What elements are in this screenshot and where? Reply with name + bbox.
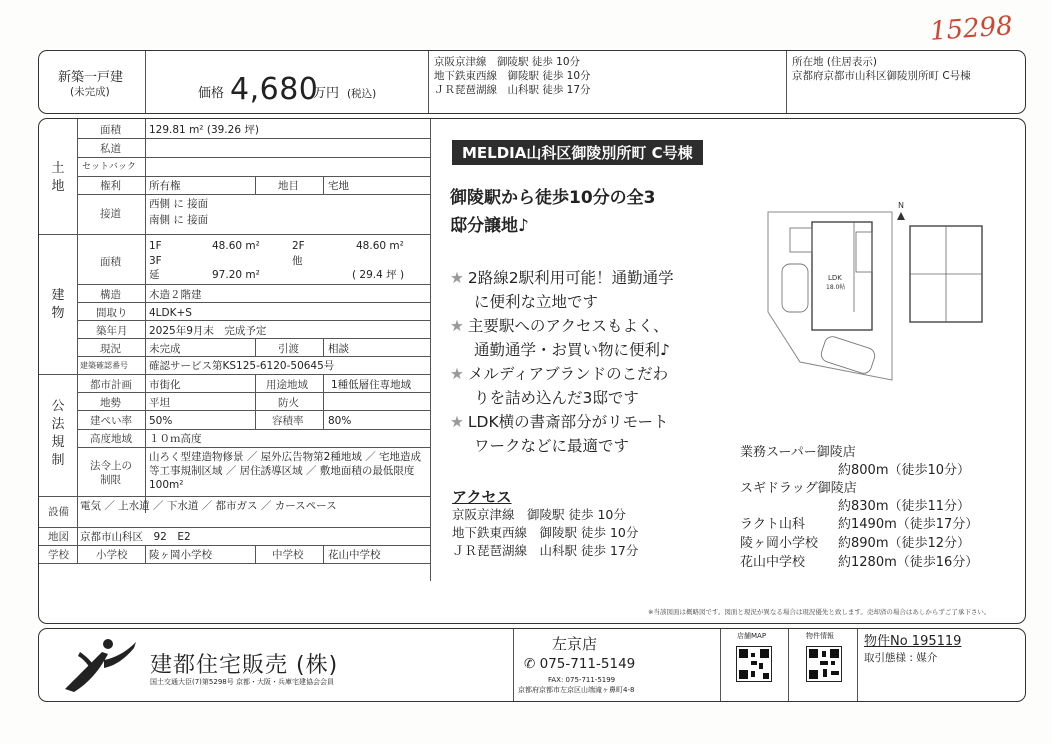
star-icon: ★ — [450, 269, 464, 287]
other-law-line-3: 100m² — [149, 479, 184, 491]
facility-label: 設備 — [48, 506, 69, 518]
access-line: ＪＲ琵琶湖線 山科駅 徒歩 17分 — [452, 543, 639, 558]
road-south: 南側 に 接面 — [149, 214, 209, 226]
handover-value: 相談 — [328, 343, 349, 355]
category-law: 公法規制 — [51, 399, 65, 468]
terrain-label: 地勢 — [100, 397, 121, 409]
zone-value: 1種低層住専地域 — [331, 379, 412, 391]
property-title: MELDIA山科区御陵別所町 C号棟 — [452, 140, 703, 165]
category-building: 建物 — [51, 288, 65, 321]
zone-label: 用途地域 — [266, 379, 308, 391]
feature-line: りを詰め込んだ3邸です — [474, 389, 639, 407]
property-number: 物件No 195119 — [864, 634, 962, 649]
road-label: 接道 — [100, 208, 121, 220]
price-tax: (税込) — [347, 88, 377, 100]
price-label: 価格 — [198, 86, 225, 101]
branch-fax: FAX: 075-711-5199 — [548, 676, 616, 684]
handover-label: 引渡 — [278, 343, 299, 355]
setback-label: セットバック — [82, 162, 136, 172]
layout-label: 間取り — [96, 307, 128, 319]
header-station-3: ＪＲ琵琶湖線 山科駅 徒歩 17分 — [434, 84, 591, 96]
svg-text:N: N — [898, 201, 904, 210]
map-value: 京都市山科区 92 E2 — [80, 531, 191, 543]
access-title: アクセス — [452, 488, 512, 506]
school-label: 学校 — [48, 549, 69, 561]
access-line: 京阪京津線 御陵駅 徒歩 10分 — [452, 507, 626, 522]
property-info-qr-icon[interactable] — [806, 646, 842, 682]
property-status: (未完成) — [70, 86, 110, 98]
cityplan-label: 都市計画 — [90, 379, 132, 391]
other-law-label-1: 法令上の — [90, 460, 132, 472]
nearby-name: ラクト山科 — [740, 517, 806, 532]
structure-value: 木造２階建 — [149, 289, 202, 301]
cert-value: 確認サービス第KS125-6120-50645号 — [149, 360, 335, 372]
other-law-line-1: 山ろく型建造物修景 ／ 屋外広告物第2種地域 ／ 宅地造成 — [149, 451, 422, 463]
built-label: 築年月 — [96, 325, 128, 337]
feature-line: 通勤通学・お買い物に便利♪ — [474, 341, 670, 359]
nearby-name: 業務スーパー御陵店 — [740, 445, 856, 460]
elem-label: 小学校 — [96, 549, 128, 561]
property-type: 新築一戸建 — [58, 70, 124, 85]
status-value: 未完成 — [149, 343, 181, 355]
nearby-name: 花山中学校 — [740, 555, 806, 570]
elem-value: 陵ヶ岡小学校 — [149, 549, 212, 561]
catch-line-2: 邸分譲地♪ — [450, 216, 529, 236]
location-value: 京都府京都市山科区御陵別所町 C号棟 — [792, 70, 971, 82]
map-label: 地図 — [48, 531, 69, 543]
rights-value: 所有権 — [149, 180, 181, 192]
chimoku-value: 宅地 — [328, 180, 349, 192]
chimoku-label: 地目 — [278, 180, 299, 192]
building-area-label: 面積 — [100, 256, 121, 268]
company-license: 国土交通大臣(7)第5298号 京都・大阪・兵庫宅建協会会員 — [150, 678, 334, 686]
bcr-label: 建ぺい率 — [90, 415, 132, 427]
cert-label: 建築確認番号 — [80, 361, 128, 370]
private-road-label: 私道 — [100, 143, 121, 155]
layout-value: 4LDK+S — [149, 307, 192, 319]
feature-line: メルディアブランドのこだわ — [467, 365, 669, 383]
qr-store-label: 店舗MAP — [737, 632, 767, 640]
nearby-name: 陵ヶ岡小学校 — [740, 536, 819, 551]
handwritten-number: 15298 — [929, 11, 1014, 47]
feature-line: ワークなどに最適です — [474, 437, 630, 455]
other-label: 他 — [292, 255, 303, 267]
junior-value: 花山中学校 — [328, 549, 381, 561]
other-law-line-2: 等工事規制区域 ／ 居住誘導区域 ／ 敷地面積の最低限度 — [149, 465, 415, 477]
bcr-value: 50% — [149, 415, 173, 427]
other-law-label-2: 制限 — [100, 474, 121, 486]
company-name: 建都住宅販売 (株) — [150, 653, 339, 678]
floor3-label: 3F — [149, 255, 162, 267]
price-value: 4,680 — [230, 72, 319, 107]
floor1-label: 1F — [149, 240, 162, 252]
floor2-value: 48.60 m² — [356, 240, 404, 252]
location-label: 所在地 (住居表示) — [792, 56, 878, 68]
category-land: 土地 — [51, 161, 65, 194]
branch-address: 京都府京都市左京区山端滝ヶ鼻町4-8 — [518, 686, 635, 694]
svg-text:18.0帖: 18.0帖 — [826, 284, 846, 291]
far-value: 80% — [328, 415, 352, 427]
nearby-distance: 約1490m（徒歩17分） — [838, 517, 979, 532]
feature-line: に便利な立地です — [474, 293, 599, 311]
nearby-distance: 約890m（徒歩12分） — [838, 536, 971, 551]
header-station-1: 京阪京津線 御陵駅 徒歩 10分 — [434, 56, 581, 68]
status-label: 現況 — [100, 343, 121, 355]
fire-label: 防火 — [278, 397, 299, 409]
svg-text:LDK: LDK — [828, 274, 842, 282]
feature-line: 2路線2駅利用可能！通勤通学 — [467, 269, 674, 287]
phone-icon: ✆ — [524, 656, 536, 672]
trade-mode: 取引態様 : 媒介 — [864, 652, 938, 664]
feature-line: LDK横の書斎部分がリモート — [467, 413, 669, 431]
disclaimer-note: ※当該図面は概略図です。図面と現況が異なる場合は現況優先と致します。売却済の場合はあしからずご了承下さい。 — [648, 608, 991, 616]
nearby-distance: 約1280m（徒歩16分） — [838, 555, 979, 570]
junior-label: 中学校 — [272, 549, 304, 561]
nearby-distance: 約800m（徒歩10分） — [838, 463, 971, 478]
land-area-label: 面積 — [100, 124, 121, 136]
nearby-name: スギドラッグ御陵店 — [740, 481, 857, 496]
cityplan-value: 市街化 — [149, 379, 181, 391]
store-map-qr-icon[interactable] — [736, 646, 772, 682]
star-icon: ★ — [450, 413, 464, 431]
star-icon: ★ — [450, 317, 464, 335]
star-icon: ★ — [450, 365, 464, 383]
nearby-distance: 約830m（徒歩11分） — [838, 499, 971, 514]
qr-property-label: 物件情報 — [806, 632, 834, 640]
height-label: 高度地域 — [90, 433, 132, 445]
height-value: １０ｍ高度 — [149, 433, 202, 445]
company-logo-icon — [60, 634, 140, 694]
header-station-2: 地下鉄東西線 御陵駅 徒歩 10分 — [434, 70, 591, 82]
floor1-value: 48.60 m² — [212, 240, 260, 252]
catch-line-1: 御陵駅から徒歩10分の全3 — [450, 188, 656, 208]
floor2-label: 2F — [292, 240, 305, 252]
terrain-value: 平坦 — [149, 397, 170, 409]
access-line: 地下鉄東西線 御陵駅 徒歩 10分 — [452, 525, 639, 540]
far-label: 容積率 — [272, 415, 304, 427]
facility-value: 電気 ／ 上水道 ／ 下水道 ／ 都市ガス ／ カースペース — [80, 500, 337, 512]
rights-label: 権利 — [100, 180, 121, 192]
total-tsubo: ( 29.4 坪 ) — [352, 269, 405, 281]
land-area-value: 129.81 m² (39.26 坪) — [149, 124, 259, 136]
total-label: 延 — [149, 269, 160, 281]
built-value: 2025年9月末 完成予定 — [149, 325, 267, 337]
floor-plan — [760, 192, 1000, 384]
total-value: 97.20 m² — [212, 269, 260, 281]
feature-line: 主要駅へのアクセスもよく、 — [467, 317, 669, 335]
price-unit: 万円 — [313, 86, 340, 101]
road-west: 西側 に 接面 — [149, 198, 209, 210]
branch-name: 左京店 — [552, 635, 598, 653]
structure-label: 構造 — [100, 289, 121, 301]
branch-phone: 075-711-5149 — [539, 656, 636, 672]
